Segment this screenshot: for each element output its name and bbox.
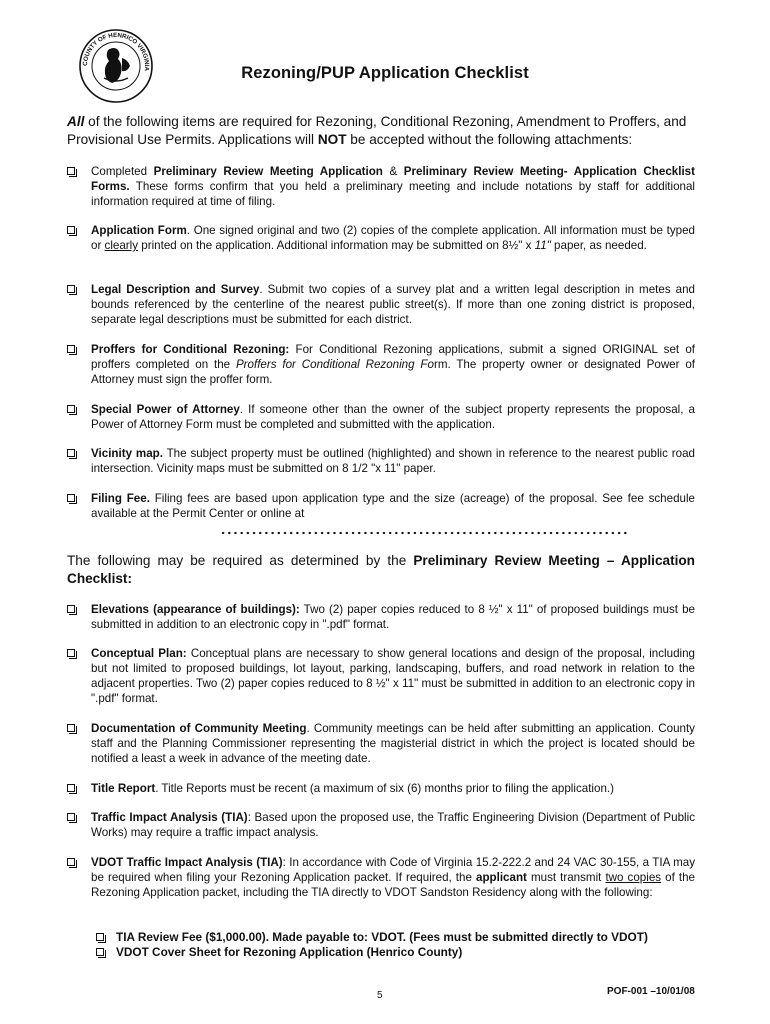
intro-paragraph: All of the following items are required for Rezoning, Conditional Rezoning, Amendment to Proffers, and Provisional Use Permits. Applications will NOT be accepted without the following attachments: — [67, 114, 687, 147]
checkbox-icon — [67, 449, 75, 457]
checklist-item-application-form: Application Form. One signed original and two (2) copies of the complete application. All information must be typed or clearly printed on the application. Additional information may be submitted on 8½" x 11" paper, as needed. — [67, 223, 695, 253]
checkbox-icon — [67, 167, 75, 175]
checklist-item-conceptual-plan: Conceptual Plan: Conceptual plans are necessary to show general locations and design of the proposal, including but not limited to proposed buildings, lot layout, parking, landscaping, buffers, and road network in relation to the adjacent properties. Two (2) paper copies reduced to 8 ½" x 11" must be submitted in addition to an electronic copy in ".pdf" format. — [67, 646, 695, 706]
checkbox-icon — [67, 494, 75, 502]
checklist-item-power-of-attorney: Special Power of Attorney. If someone other than the owner of the subject property represents the proposal, a Power of Attorney Form must be completed and submitted with the application. — [67, 402, 695, 432]
checklist-item-traffic-impact: Traffic Impact Analysis (TIA): Based upon the proposed use, the Traffic Engineering Division (Department of Public Works) may require a traffic impact analysis. — [67, 810, 695, 840]
checkbox-icon — [67, 405, 75, 413]
dotted-separator — [220, 530, 630, 536]
checklist-item-title-report: Title Report. Title Reports must be recent (a maximum of six (6) months prior to filing the application.) — [67, 781, 695, 796]
checkbox-icon — [96, 933, 104, 941]
subitem-tia-review-fee: TIA Review Fee ($1,000.00). Made payable to: VDOT. (Fees must be submitted directly to VDOT) — [96, 930, 696, 945]
checklist-item-filing-fee: Filing Fee. Filing fees are based upon application type and the size (acreage) of the proposal. See fee schedule available at the Permit Center or online at — [67, 491, 695, 521]
checklist-item-proffers: Proffers for Conditional Rezoning: For Conditional Rezoning applications, submit a signed ORIGINAL set of proffers completed on the Proffers for Conditional Rezoning Form. The property owner or designated Power of Attorney must sign the proffer form. — [67, 342, 695, 387]
checklist-item-elevations: Elevations (appearance of buildings): Two (2) paper copies reduced to 8 ½" x 11" of proposed buildings must be submitted in addition to an electronic copy in ".pdf" format. — [67, 602, 695, 632]
subitem-vdot-cover-sheet: VDOT Cover Sheet for Rezoning Application (Henrico County) — [96, 945, 696, 960]
checkbox-icon — [67, 724, 75, 732]
checklist-item-legal-description: Legal Description and Survey. Submit two copies of a survey plat and a written legal description in metes and bounds referenced by the centerline of the nearest public street(s). If more than one zoning district is proposed, separate legal descriptions must be submitted for each district. — [67, 282, 695, 327]
checkbox-icon — [96, 948, 104, 956]
seal-text: COUNTY OF HENRICO VIRGINIA — [81, 31, 151, 72]
checkbox-icon — [67, 784, 75, 792]
page-title: Rezoning/PUP Application Checklist — [241, 64, 529, 82]
checkbox-icon — [67, 605, 75, 613]
checklist-item-community-meeting: Documentation of Community Meeting. Community meetings can be held after submitting an application. County staff and the Planning Commissioner representing the magisterial district in which the project is located should be notified a least a week in advance of the meeting date. — [67, 721, 695, 766]
checklist-item-vicinity-map: Vicinity map. The subject property must be outlined (highlighted) and shown in reference to the nearest public road intersection. Vicinity maps must be submitted on 8 1/2 "x 11" paper. — [67, 446, 695, 476]
checkbox-icon — [67, 226, 75, 234]
checklist-item-preliminary-review: Completed Preliminary Review Meeting Application & Preliminary Review Meeting- Application Checklist Forms. These forms confirm that you held a preliminary meeting and include notations by staff for additional information required at time of filing. — [67, 164, 695, 209]
section-2-heading: The following may be required as determined by the Preliminary Review Meeting – Application Checklist: — [67, 553, 695, 586]
checkbox-icon — [67, 813, 75, 821]
checklist-item-vdot-tia: VDOT Traffic Impact Analysis (TIA): In accordance with Code of Virginia 15.2-222.2 and 24 VAC 30-155, a TIA may be required when filing your Rezoning Application packet. If required, the applicant must transmit two copies of the Rezoning Application packet, including the TIA directly to VDOT Sandston Residency along with the following: — [67, 855, 695, 900]
checkbox-icon — [67, 345, 75, 353]
checkbox-icon — [67, 858, 75, 866]
page-number: 5 — [377, 990, 383, 1001]
checkbox-icon — [67, 285, 75, 293]
checkbox-icon — [67, 649, 75, 657]
form-code: POF-001 –10/01/08 — [607, 986, 695, 997]
